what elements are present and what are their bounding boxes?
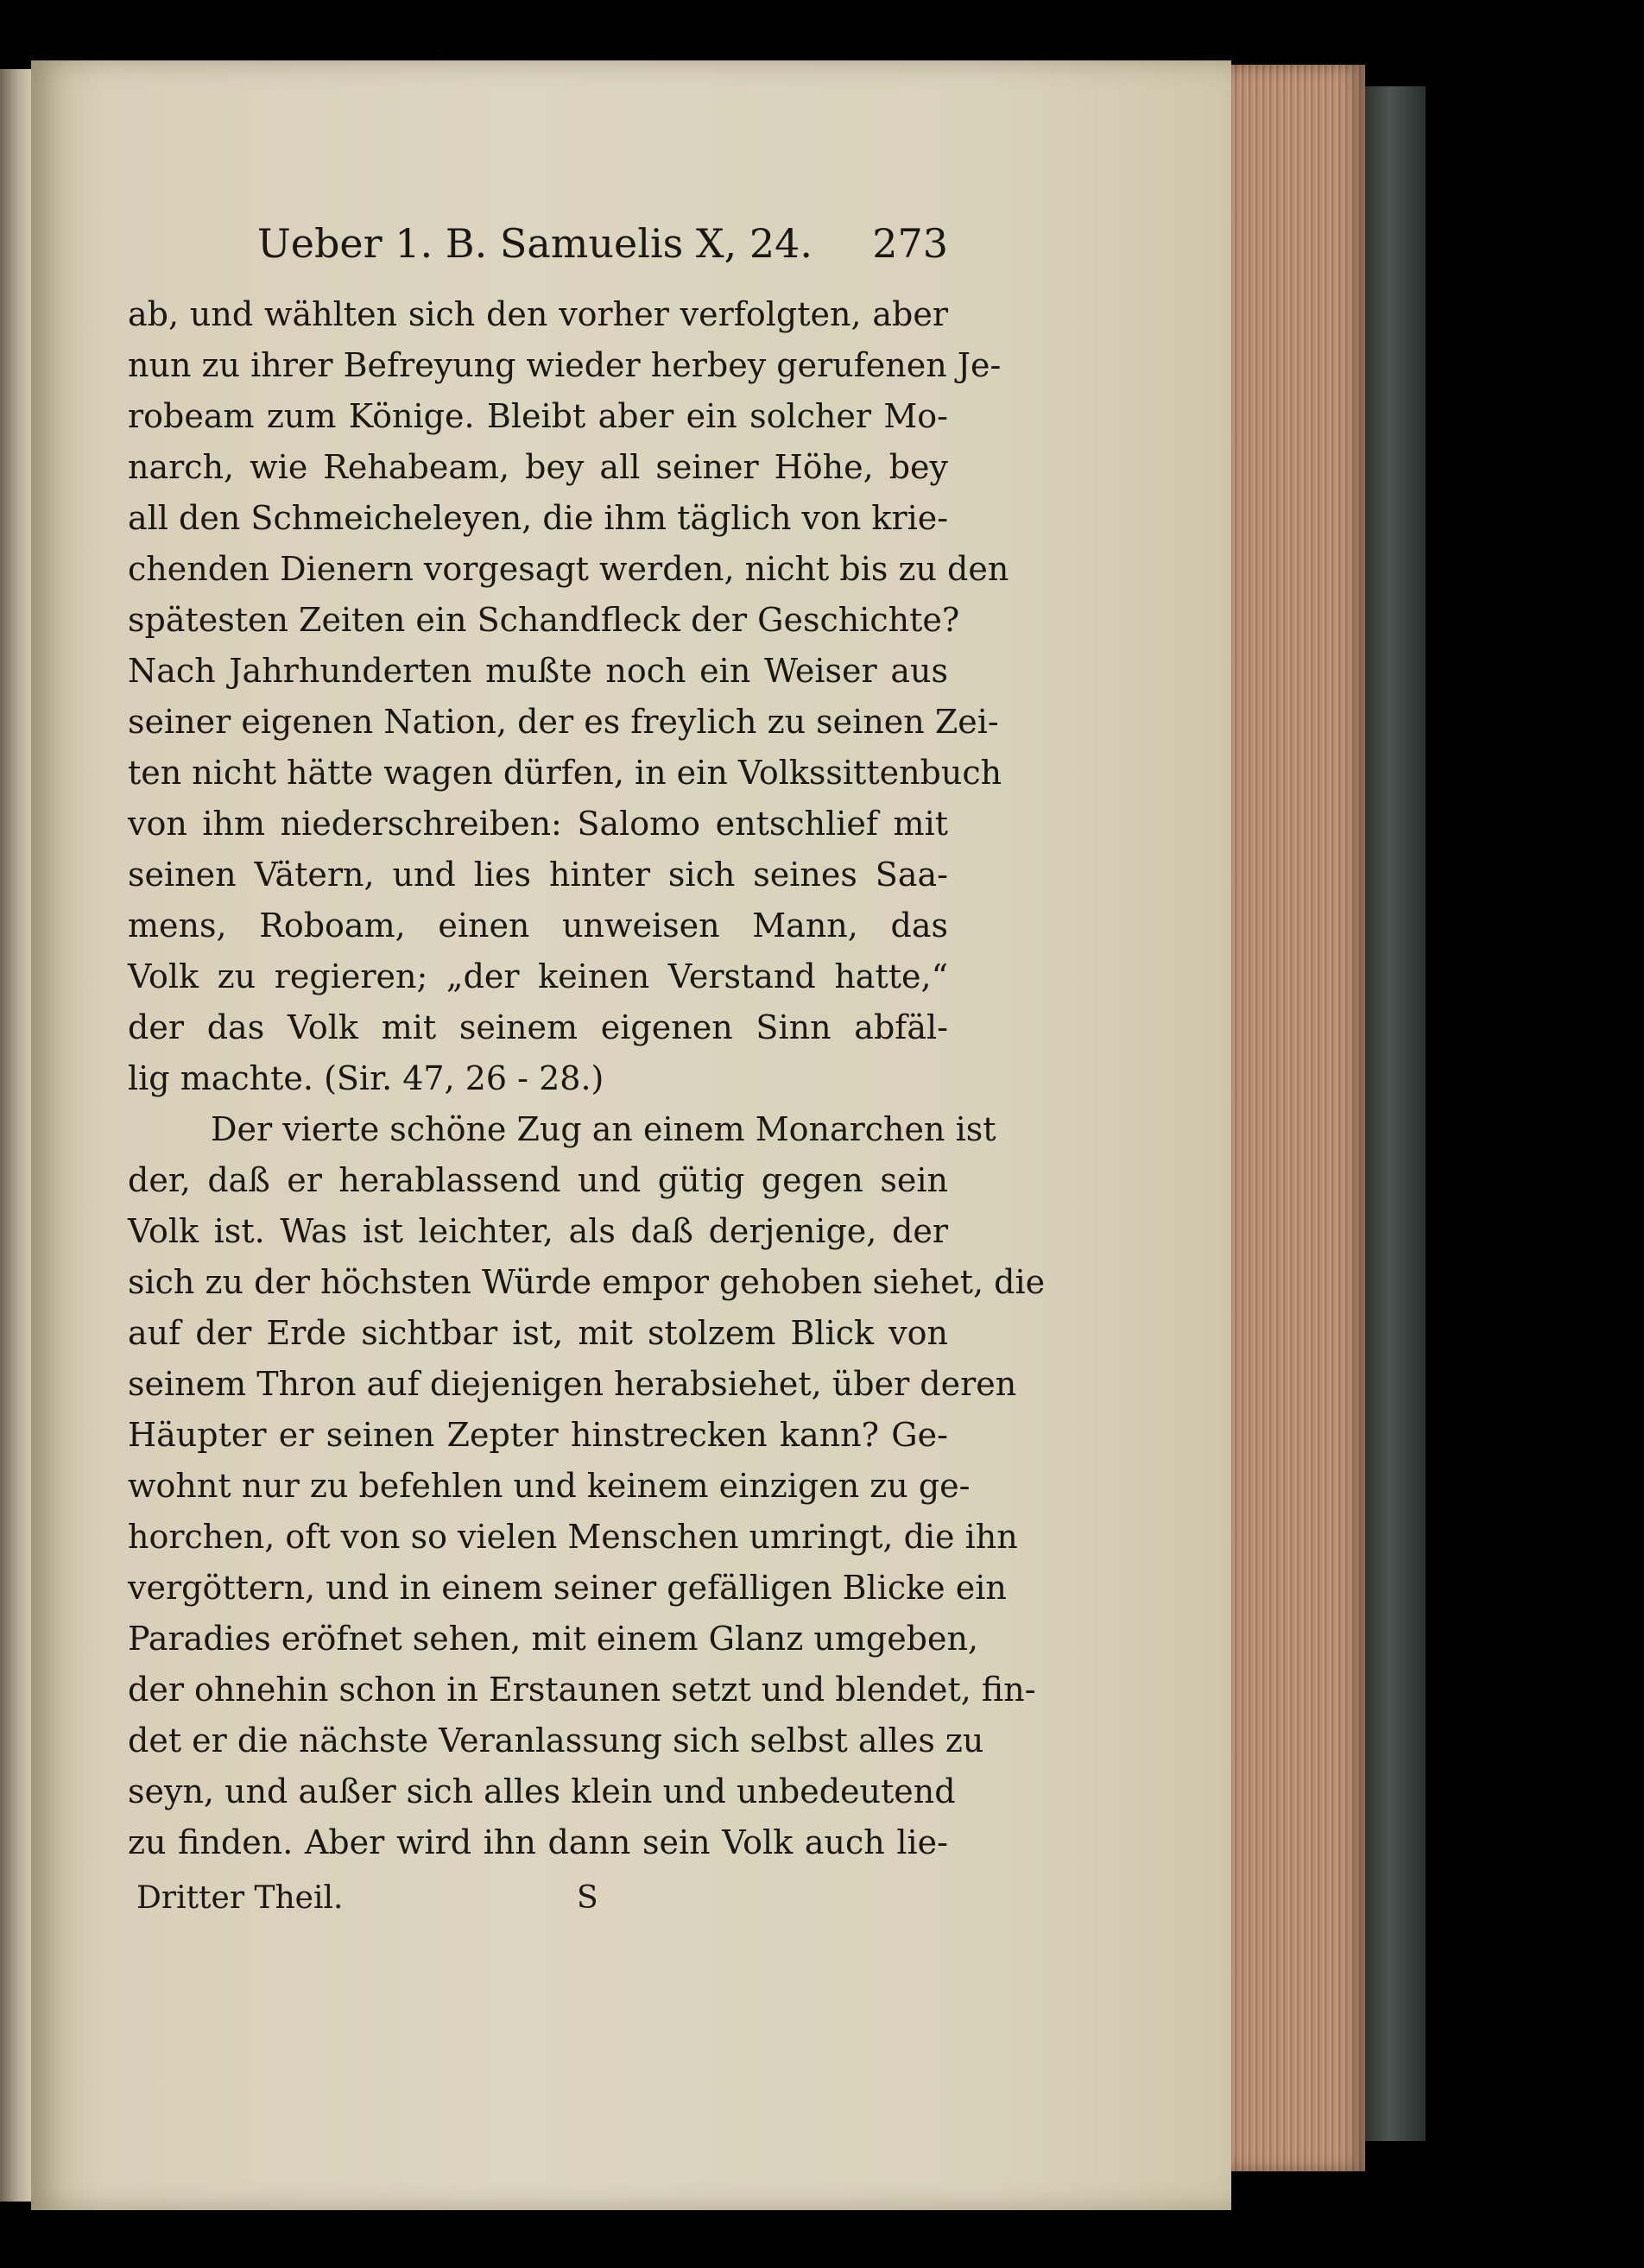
- text-line: der das Volk mit seinem eigenen Sinn abfäl-: [128, 1008, 948, 1046]
- signature-mark: S: [577, 1880, 598, 1916]
- text-line: robeam zum Könige. Bleibt aber ein solcher Mo-: [128, 397, 948, 435]
- text-line: horchen, oft von so vielen Menschen umringt, die ihn: [128, 1518, 1018, 1556]
- text-line: seyn, und außer sich alles klein und unbedeutend: [128, 1772, 956, 1810]
- text-line: der ohnehin schon in Erstaunen setzt und blendet, fin-: [128, 1671, 1036, 1709]
- text-line: lig machte. (Sir. 47, 26 - 28.): [128, 1059, 604, 1097]
- text-line: seinen Vätern, und lies hinter sich seines Saa-: [128, 856, 948, 894]
- text-line: vergöttern, und in einem seiner gefälligen Blicke ein: [128, 1569, 1007, 1607]
- text-line: Volk ist. Was ist leichter, als daß derjenige, der: [128, 1212, 948, 1250]
- text-line: chenden Dienern vorgesagt werden, nicht bis zu den: [128, 550, 1009, 588]
- page-text: [128, 220, 1046, 1929]
- signature-line: Dritter Theil.: [136, 1880, 344, 1916]
- text-line: seiner eigenen Nation, der es freylich zu seinen Zei-: [128, 703, 999, 741]
- text-line: von ihm niederschreiben: Salomo entschlief mit: [128, 805, 948, 843]
- text-line: der, daß er herablassend und gütig gegen sein: [128, 1161, 948, 1199]
- text-line: ab, und wählten sich den vorher verfolgten, aber: [128, 295, 948, 333]
- text-line: nun zu ihrer Befreyung wieder herbey gerufenen Je-: [128, 346, 1002, 384]
- running-title: Ueber 1. B. Samuelis X, 24.: [257, 220, 813, 267]
- text-line: Häupter er seinen Zepter hinstrecken kann? Ge-: [128, 1416, 948, 1454]
- text-line: Volk zu regieren; „der keinen Verstand hatte,“: [128, 957, 948, 995]
- text-line: Paradies eröfnet sehen, mit einem Glanz umgeben,: [128, 1620, 979, 1658]
- page-block-edges: [1231, 65, 1365, 2171]
- text-line: mens, Roboam, einen unweisen Mann, das: [128, 907, 948, 944]
- text-line: all den Schmeicheleyen, die ihm täglich von krie-: [128, 499, 949, 537]
- text-line: Nach Jahrhunderten mußte noch ein Weiser aus: [128, 652, 948, 690]
- page-header: [128, 220, 948, 289]
- page-footer: [128, 1868, 948, 1929]
- text-line: sich zu der höchsten Würde empor gehoben siehet, die: [128, 1263, 1046, 1301]
- text-line: auf der Erde sichtbar ist, mit stolzem Blick von: [128, 1314, 948, 1352]
- text-line: spätesten Zeiten ein Schandfleck der Geschichte?: [128, 601, 960, 639]
- text-line: det er die nächste Veranlassung sich selbst alles zu: [128, 1722, 984, 1759]
- page-number: 273: [872, 220, 948, 267]
- book-cover-edge: [1365, 86, 1426, 2141]
- text-line: narch, wie Rehabeam, bey all seiner Höhe, bey: [128, 448, 948, 486]
- text-line: ten nicht hätte wagen dürfen, in ein Volkssittenbuch: [128, 754, 1002, 792]
- text-line: zu finden. Aber wird ihn dann sein Volk auch lie-: [128, 1823, 948, 1861]
- text-line: wohnt nur zu befehlen und keinem einzigen zu ge-: [128, 1467, 971, 1505]
- text-line: Der vierte schöne Zug an einem Monarchen ist: [211, 1110, 996, 1148]
- text-line: seinem Thron auf diejenigen herabsiehet, über deren: [128, 1365, 1017, 1403]
- facing-page-edge: [0, 69, 31, 2202]
